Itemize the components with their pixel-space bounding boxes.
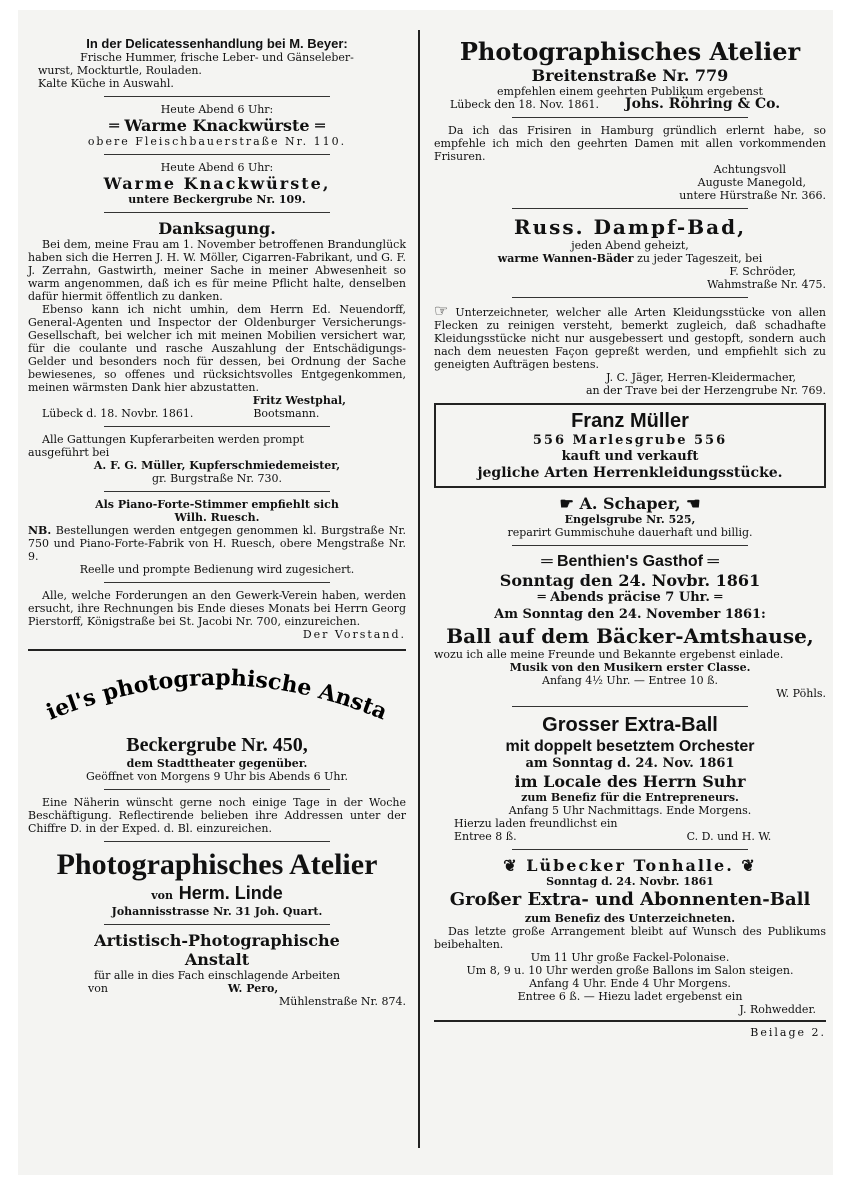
jaeger-text-body: Unterzeichneter, welcher alle Arten Kleidungsstücke von allen Flecken zu reinigen versteht, bemerkt zugleich, daß schadhafte Kleidungsstücke nicht nur ausgebessert und gestopft, sondern auch nach dem neuesten Façon gepreßt werden, und empfiehlt sich zu geneigten Aufträgen bestens. [434, 306, 826, 371]
divider [104, 154, 331, 155]
tonhalle-l4: Entree 6 ß. — Hiezu ladet ergebenst ein [517, 990, 743, 1003]
beyer-title: In der Delicatessenhandlung bei M. Beyer: [86, 36, 348, 51]
linde-byline [28, 882, 406, 905]
tonhalle-title [434, 856, 826, 875]
pero-byline [28, 982, 406, 995]
manegold-addr: untere Hürstraße Nr. 366. [679, 189, 826, 202]
benthien-sig: W. Pöhls. [776, 687, 826, 700]
ad-gewerk-verein [28, 589, 406, 641]
verein-sig: Der Vorstand. [302, 628, 406, 641]
kupfer-line2: ausgeführt bei [28, 446, 110, 459]
dank-p1: Bei dem, meine Frau am 1. November betroffenen Brandunglück haben sich die Herren J. H. W. Möller, Cigarren-Fabrikant, und G. F. J. Zerrahn, Gastwirth, meiner Sache in meiner Abwesenheit so warm angenommen, daß ich es für meine Pflicht halte, denselben dafür hiermit öffentlich zu danken. [28, 238, 406, 303]
knack1-addr: obere Fleischbauerstraße Nr. 110. [87, 135, 347, 148]
dank-p2: Ebenso kann ich nicht umhin, dem Herrn Ed. Neuendorff, General-Agenten und Inspector der Oldenburger Versicherungs-Gesellschaft, bei welcher ich mit meinen Mobilien versichert war, für die coulante und rasche Auszahlung der Entschädigungs-Gelder und besonders noch für dessen, bei Ordnung der Sache bewiesenes, so offenes und rücksichtsvolles Entgegenkommen, meinen wärmsten Dank hier abzustatten. [28, 303, 406, 394]
benthien-invite: wozu ich alle meine Freunde und Bekannte ergebenst einlade. [434, 648, 784, 661]
pero-title2: Anstalt [184, 950, 250, 969]
verein-text: Alle, welche Forderungen an den Gewerk-Verein haben, werden ersucht, ihre Rechnungen bis Ende dieses Monats bei Herrn Georg Pierstorff, Königstraße bei St. Jacobi Nr. 700, einzureichen. [28, 589, 406, 628]
ad-naeherin [28, 796, 406, 835]
riel-addr: Beckergrube Nr. 450, [126, 734, 308, 756]
knack2-addr: untere Beckergrube Nr. 109. [128, 193, 306, 206]
piano-nb: NB. [28, 524, 52, 537]
benthien-title: ═ Benthien's Gasthof ═ [541, 553, 719, 570]
divider [512, 849, 747, 850]
extra-line1: mit doppelt besetztem Orchester [505, 738, 755, 755]
riel-arc-text: iel's photographische Ansta [42, 664, 392, 726]
tonhalle-ball: Großer Extra- und Abonnenten-Ball [449, 889, 811, 910]
dampf-title: Russ. Dampf-Bad, [513, 215, 747, 239]
ad-extra-ball [434, 713, 826, 843]
right-column [434, 10, 826, 1039]
ad-franz-mueller [434, 403, 826, 488]
linde-von: von [151, 889, 173, 902]
mueller-title: Franz Müller [571, 410, 689, 432]
ornament-right-icon: ❦ [741, 856, 757, 875]
divider [512, 117, 747, 118]
divider [104, 924, 331, 925]
beyer-line3: Kalte Küche in Auswahl. [38, 77, 174, 90]
ad-pero [28, 931, 406, 1008]
ad-roehring [434, 38, 826, 111]
kupfer-line1: Alle Gattungen Kupferarbeiten werden prompt [42, 433, 304, 446]
tonhalle-text: Das letzte große Arrangement bleibt auf Wunsch des Publikums beibehalten. [434, 925, 826, 951]
ad-riel [28, 659, 406, 783]
dank-role: Bootsmann. [253, 407, 320, 420]
schaper-name [434, 494, 826, 513]
divider [512, 545, 747, 546]
dampf-line2a: warme Wannen-Bäder [497, 252, 634, 265]
extra-date: am Sonntag d. 24. Nov. 1861 [525, 756, 735, 771]
hand-left-icon: ☚ [686, 494, 701, 513]
schaper-name-text: A. Schaper, [579, 494, 681, 513]
ornament-left-icon: ❦ [503, 856, 519, 875]
extra-entry: Entree 8 ß. [454, 830, 517, 843]
beyer-line2: wurst, Mockturtle, Rouladen. [38, 64, 202, 77]
schaper-line: reparirt Gummischuhe dauerhaft und billig. [507, 526, 753, 539]
divider [512, 706, 747, 707]
roehring-date: Lübeck den 18. Nov. 1861. [450, 98, 600, 111]
extra-benefit: zum Benefiz für die Entrepreneurs. [521, 791, 739, 804]
benthien-line: Am Sonntag den 24. November 1861: [494, 607, 766, 622]
tonhalle-date: Sonntag d. 24. Novbr. 1861 [546, 875, 714, 888]
dank-title: Danksagung. [158, 219, 276, 238]
linde-addr: Johannisstrasse Nr. 31 Joh. Quart. [111, 905, 323, 918]
ad-dampfbad [434, 215, 826, 291]
benthien-ball: Ball auf dem Bäcker-Amtshause, [446, 624, 814, 648]
ad-danksagung [28, 219, 406, 420]
roehring-title: Photographisches Atelier [459, 37, 801, 66]
roehring-line: empfehlen einem geehrten Publikum ergebenst [497, 85, 763, 98]
tonhalle-title-text: Lübecker Tonhalle. [526, 856, 734, 875]
roehring-addr: Breitenstraße Nr. 779 [531, 66, 729, 85]
jaeger-text [434, 301, 826, 371]
dank-sig: Fritz Westphal, [252, 394, 346, 407]
dank-date-text: Lübeck d. 18. Novbr. 1861. [42, 407, 194, 420]
knack1-pre: Heute Abend 6 Uhr: [160, 103, 274, 116]
piano-last: Reelle und prompte Bedienung wird zugesichert. [79, 563, 355, 576]
kupfer-name: A. F. G. Müller, Kupferschmiedemeister, [93, 459, 341, 472]
roehring-name: Johs. Röhring & Co. [625, 96, 781, 112]
benthien-musik: Musik von den Musikern erster Classe. [509, 661, 751, 674]
ad-tonhalle [434, 856, 826, 1016]
ad-beyer [28, 36, 406, 90]
tonhalle-l3: Anfang 4 Uhr. Ende 4 Uhr Morgens. [529, 977, 731, 990]
riel-arc-title [28, 659, 406, 729]
divider [104, 789, 331, 790]
extra-times: Anfang 5 Uhr Nachmittags. Ende Morgens. [508, 804, 752, 817]
extra-sig: C. D. und H. W. [686, 830, 772, 843]
ad-knackwurst-2 [28, 161, 406, 206]
extra-invite: Hierzu laden freundlichst ein [454, 817, 618, 830]
ad-benthien [434, 552, 826, 700]
kupfer-addr: gr. Burgstraße Nr. 730. [152, 472, 282, 485]
ad-knackwurst-1 [28, 103, 406, 148]
hand-right-icon: ☛ [559, 494, 574, 513]
divider [512, 208, 747, 209]
piano-line1: Als Piano-Forte-Stimmer empfiehlt sich [95, 498, 339, 511]
benthien-time: ═ Abends präcise 7 Uhr. ═ [537, 590, 723, 605]
extra-entry-row [434, 830, 826, 843]
riel-sub: dem Stadttheater gegenüber. [126, 757, 308, 770]
beyer-line1: Frische Hummer, frische Leber- und Gänseleber- [80, 51, 354, 64]
ad-jaeger [434, 301, 826, 397]
pero-line1: für alle in dies Fach einschlagende Arbeiten [93, 969, 341, 982]
dampf-name: F. Schröder, [729, 265, 796, 278]
pero-title1: Artistisch-Photographische [94, 931, 340, 950]
piano-text-body: Bestellungen werden entgegen genommen kl. Burgstraße Nr. 750 und Piano-Forte-Fabrik von H. Ruesch, obere Mengstraße Nr. 9. [28, 524, 406, 563]
linde-title: Photographisches Atelier [56, 848, 378, 881]
schaper-addr: Engelsgrube Nr. 525, [564, 513, 696, 526]
linde-name: Herm. Linde [178, 883, 283, 903]
manegold-name: Auguste Manegold, [697, 176, 806, 189]
divider [104, 582, 331, 583]
dampf-addr: Wahmstraße Nr. 475. [707, 278, 826, 291]
mueller-line: kauft und verkauft [561, 449, 699, 464]
ad-schaper [434, 494, 826, 539]
tonhalle-l2: Um 8, 9 u. 10 Uhr werden große Ballons im Salon steigen. [466, 964, 794, 977]
tonhalle-sig: J. Rohwedder. [739, 1003, 816, 1016]
piano-text [28, 524, 406, 563]
dampf-line1: jeden Abend geheizt, [571, 239, 689, 252]
ad-linde [28, 848, 406, 918]
extra-place: im Locale des Herrn Suhr [514, 772, 746, 791]
divider [104, 96, 331, 97]
manegold-greet: Achtungsvoll [713, 163, 786, 176]
ad-kupfer [28, 433, 406, 485]
pero-name: W. Pero, [227, 982, 279, 995]
pointing-hand-icon: ☞ [434, 301, 449, 320]
divider [104, 491, 331, 492]
divider [104, 426, 331, 427]
mueller-last: jegliche Arten Herrenkleidungsstücke. [477, 465, 783, 481]
riel-hours: Geöffnet von Morgens 9 Uhr bis Abends 6 Uhr. [85, 770, 349, 783]
piano-name: Wilh. Ruesch. [174, 511, 260, 524]
jaeger-addr: an der Trave bei der Herzengrube Nr. 769. [585, 384, 826, 397]
manegold-text: Da ich das Frisiren in Hamburg gründlich erlernt habe, so empfehle ich mich den geehrten Damen mit allen vorkommenden Frisuren. [434, 124, 826, 163]
dampf-line2 [434, 252, 826, 265]
tonhalle-l1: Um 11 Uhr große Fackel-Polonaise. [530, 951, 730, 964]
column-divider [418, 30, 420, 1148]
ad-manegold [434, 124, 826, 202]
benthien-entry: Anfang 4½ Uhr. — Entree 10 ß. [542, 674, 718, 687]
jaeger-name: J. C. Jäger, Herren-Kleidermacher, [606, 371, 796, 384]
knack2-pre: Heute Abend 6 Uhr: [160, 161, 274, 174]
ad-piano [28, 498, 406, 576]
divider [512, 297, 747, 298]
roehring-sig [434, 98, 826, 111]
mueller-addr: 556 Marlesgrube 556 [532, 433, 728, 448]
pero-addr: Mühlenstraße Nr. 874. [279, 995, 406, 1008]
knack2-title: Warme Knackwürste, [103, 174, 331, 193]
page-footer: Beilage 2. [750, 1026, 826, 1039]
extra-title: Grosser Extra-Ball [542, 714, 718, 736]
pero-von: von [88, 982, 108, 995]
left-column [28, 10, 406, 1008]
benthien-date: Sonntag den 24. Novbr. 1861 [499, 571, 761, 590]
knack1-title: ═ Warme Knackwürste ═ [109, 116, 325, 135]
newspaper-page [18, 10, 833, 1175]
tonhalle-benefit: zum Benefiz des Unterzeichneten. [524, 912, 736, 925]
divider [104, 841, 331, 842]
dank-date [28, 407, 406, 420]
divider-heavy [28, 649, 406, 651]
divider [104, 212, 331, 213]
naeherin-text: Eine Näherin wünscht gerne noch einige Tage in der Woche Beschäftigung. Reflectirende belieben ihre Addressen unter der Chiffre D. in der Exped. d. Bl. einzureichen. [28, 796, 406, 835]
dampf-line2b: zu jeder Tageszeit, bei [637, 252, 763, 265]
divider-heavy [434, 1020, 826, 1022]
